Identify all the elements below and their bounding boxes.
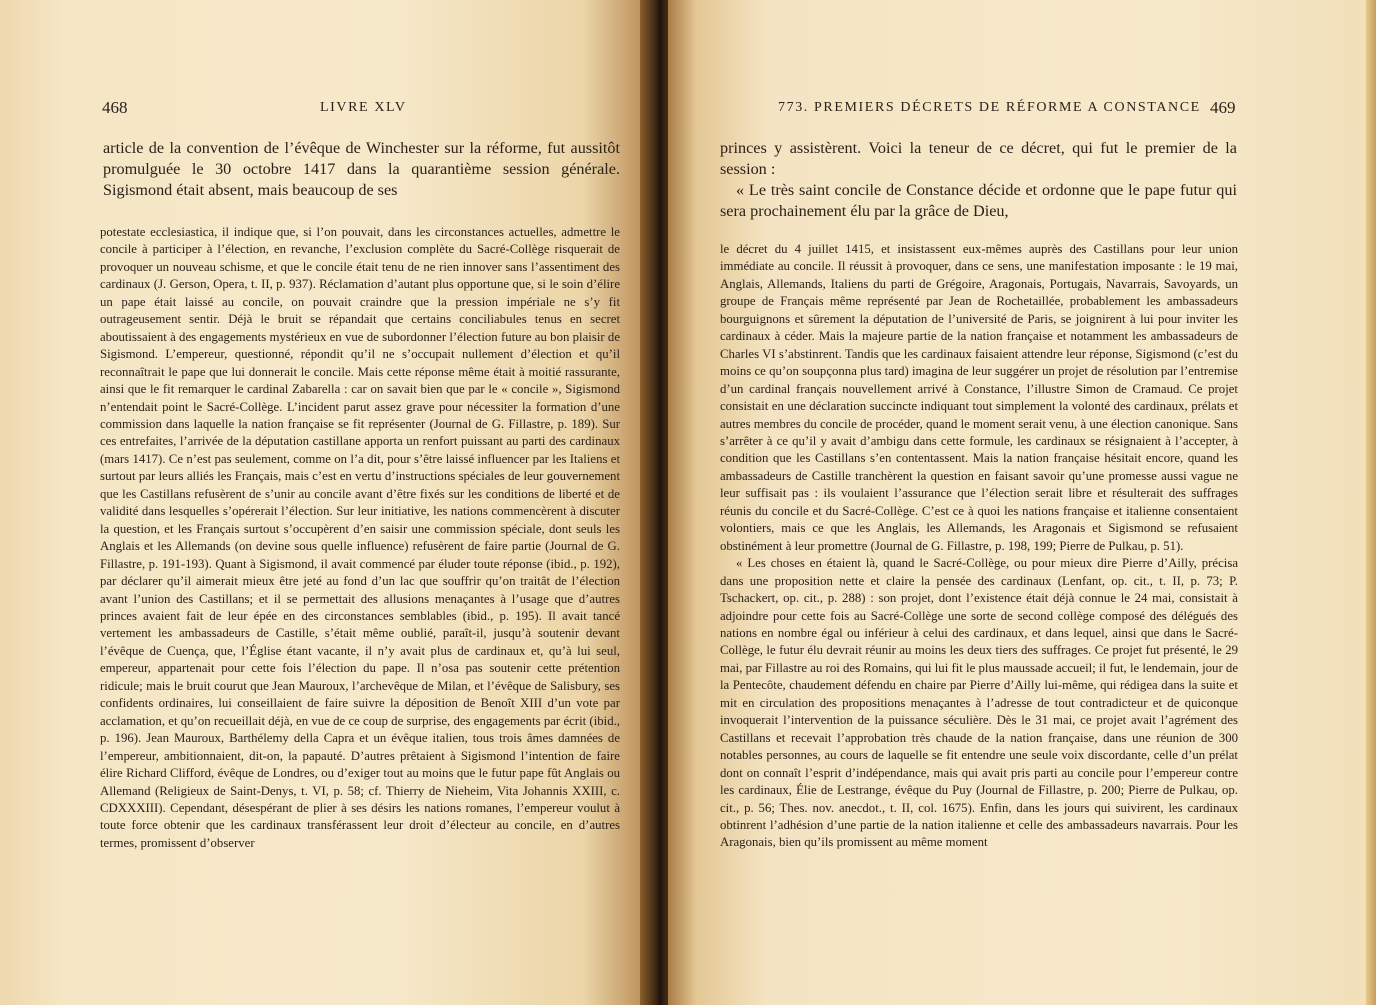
running-head-left: LIVRE XLV [320,100,407,115]
left-page [0,0,648,1005]
running-head-right: 773. PREMIERS DÉCRETS DE RÉFORME A CONSTANCE [778,100,1201,115]
main-text-left [103,138,620,201]
main-paragraph-quote: « Le très saint concile de Constance décide et ordonne que le pape futur qui sera prochainement élu par la grâce de Dieu, [720,181,1237,220]
right-page [668,0,1376,1005]
footnote-paragraph: le décret du 4 juillet 1415, et insistassent eux-mêmes auprès des Castillans pour leur union immédiate au concile. Il réussit à provoquer, dans ce sens, une manifestation imposante : le 19 mai, Anglais, Allemands, Italiens du parti de Grégoire, Aragonais, Portugais, Navarrais, Savoyards, un groupe de Français même représenté par Jean de Rochetaillée, probablement les ambassadeurs bourguignons et sûrement la députation de l’université de Paris, se joignirent à lui pour inviter les cardinaux à céder. Mais la majeure partie de la nation française et notamment les ambassadeurs de Charles VI s’abstinrent. Tandis que les cardinaux faisaient attendre leur réponse, Sigismond (c’est du moins ce qu’on soupçonna plus tard) imagina de leur suggérer un projet de résolution par l’entremise d’un cardinal français nouvellement arrivé à Constance, l’illustre Simon de Cramaud. Ce projet consistait en une déclaration succincte indiquant tout simplement la volonté des cardinaux, prélats et autres membres du concile de procéder, quand le moment serait venu, à une élection canonique. Sans s’arrêter à ce qu’il y avait d’ambigu dans cette formule, les cardinaux se résignaient à l’accepter, à condition que les Castillans s’en contentassent. Mais la nation française hésitait encore, quand les ambassadeurs de Castille tranchèrent la question en faisant savoir qu’une promesse aussi vague ne leur suffisait pas : ils voulaient l’assurance que l’élection serait libre et résulterait des suffrages réunis du concile et du Sacré-Collège. C’est ce à quoi les nations française et italienne consentaient volontiers, mais ce que les Anglais, les Allemands, les Aragonais et Sigismond se refusaient obstinément à leur promettre (Journal de G. Fillastre, p. 198, 199; Pierre de Pulkau, p. 51). [720,242,1238,553]
footnote-paragraph: « Les choses en étaient là, quand le Sacré-Collège, ou pour mieux dire Pierre d’Ailly, précisa dans une proposition nette et claire la pensée des cardinaux (Lenfant, op. cit., t. II, p. 73; P. Tschackert, op. cit., p. 288) : son projet, dont l’existence était déjà connue le 24 mai, consistait à adjoindre pour cette fois au Sacré-Collège une sorte de second collège composé des délégués des nations en nombre égal ou inférieur à celui des cardinaux, et dans lequel, ainsi que dans le Sacré-Collège, le futur élu devrait réunir au moins les deux tiers des suffrages. Ce projet fut présenté, le 29 mai, par Fillastre au roi des Romains, qui lui fit le plus maussade accueil; il fut, le lendemain, jour de la Pentecôte, chaudement défendu en chaire par Pierre d’Ailly lui-même, qui rédigea dans la suite et mit en circulation des propositions menaçantes à l’adresse de tout contradicteur et de quiconque invoquerait l’intervention de la puissance séculière. Dès le 31 mai, ce projet avait l’agrément des Castillans et recevait l’approbation très chaude de la nation française, dans une réunion de 300 notables personnes, au cours de laquelle se fit entendre une seule voix discordante, celle d’un prélat dont on connaît l’esprit d’indépendance, mais qui avait pris parti au concile pour l’empereur contre les cardinaux, Élie de Lestrange, évêque du Puy (Journal de Fillastre, p. 200; Pierre de Pulkau, op. cit., p. 56; Thes. nov. anecdot., t. II, col. 1675). Enfin, dans les jours qui suivirent, les cardinaux obtinrent l’adhésion d’une partie de la nation italienne et celle des ambassadeurs navarrais. Pour les Aragonais, bien qu’ils promissent au même moment [720,556,1238,850]
main-paragraph: princes y assistèrent. Voici la teneur de ce décret, qui fut le premier de la session : [720,139,1237,178]
footnote-paragraph: potestate ecclesiastica, il indique que, si l’on pouvait, dans les circonstances actuelles, admettre le concile à participer à l’élection, en revanche, l’exclusion complète du Sacré-Collège risquerait de provoquer un nouveau schisme, et que le concile était tenu de ne rien innover sans l’assentiment des cardinaux (J. Gerson, Opera, t. II, p. 937). Réclamation d’autant plus opportune que, si le soin d’élire un pape était laissé au concile, on pouvait craindre que la pression impériale ne s’y fit outrageusement sentir. Déjà le bruit se répandait que certains conciliabules tenus en secret aboutissaient à des engagements mystérieux en vue de subordonner l’élection future au bon plaisir de Sigismond. L’empereur, questionné, répondit qu’il ne s’occupait nullement d’élection et qu’il reconnaîtrait le pape que lui donnerait le concile. Mais cette réponse même était à moitié rassurante, ainsi que le fit remarquer le cardinal Zabarella : car on savait bien que par le « concile », Sigismond n’entendait point le Sacré-Collège. L’incident parut assez grave pour nécessiter la formation d’une commission dans laquelle la nation française se fit représenter (Journal de G. Fillastre, p. 189). Sur ces entrefaites, l’arrivée de la députation castillane apporta un renfort puissant au parti des cardinaux (mars 1417). Ce n’est pas seulement, comme on l’a dit, pour s’être laissé influencer par les Italiens et surtout par leurs alliés les Français, mais c’est en vertu d’instructions spéciales de leur gouvernement que les Castillans refusèrent de s’unir au concile avant d’être fixés sur les conditions de liberté et de validité dans lesquelles s’opérerait l’élection. Sur leur initiative, les nations commencèrent à discuter la question, et les Français surtout s’occupèrent d’en saisir une commission spéciale, dont seuls les Anglais et les Allemands (on devine sous quelle influence) refusèrent de faire partie (Journal de G. Fillastre, p. 191-193). Quant à Sigismond, il avait commencé par éluder toute réponse (ibid., p. 192), par déclarer qu’il aimerait mieux être jeté au fond d’un lac que souffrir qu’on traitât de l’élection avant l’union des Castillans; et il se permettait des allusions menaçantes à l’usage que d’autres princes avaient fait de leur épée en des circonstances semblables (ibid., p. 195). Il avait tancé vertement les ambassadeurs de Castille, s’était même oublié, paraît-il, jusqu’à soutenir devant l’évêque de Cuença, que, l’Église étant vacante, il n’y avait plus de cardinaux et, qu’à lui seul, empereur, appartenait pour cette fois l’élection du pape. Il n’osa pas soutenir cette prétention ridicule; mais le bruit courut que Jean Mauroux, l’archevêque de Milan, et l’évêque de Salisbury, ses confidents ordinaires, lui conseillaient de faire suivre la déposition de Benoît XIII d’un vote par acclamation, et qu’on recueillait déjà, en vue de ce coup de surprise, des engagements par écrit (ibid., p. 196). Jean Mauroux, Barthélemy della Capra et un évêque italien, tous trois âmes damnées de l’empereur, ambitionnaient, dit-on, la papauté. D’autres prêtaient à Sigismond l’intention de faire élire Richard Clifford, évêque de Londres, ou d’exiger tout au moins que le futur pape fût Anglais ou Allemand (Religieux de Saint-Denys, t. VI, p. 58; cf. Thierry de Nieheim, Vita Johannis XXIII, c. CDXXXIII). Cependant, désespérant de plier à ses désirs les nations romanes, l’empereur voulut à toute force obtenir que les cardinaux transférassent leur droit d’électeur au concile, en d’autres termes, promissent d’observer [100,225,620,850]
footnote-left [100,224,620,852]
main-paragraph: article de la convention de l’évêque de Winchester sur la réforme, fut aussitôt promulguée le 30 octobre 1417 dans la quarantième session générale. Sigismond était absent, mais beaucoup de ses [103,139,620,199]
page-number-right: 469 [1210,98,1236,117]
main-text-right [720,138,1237,222]
footnote-right [720,241,1238,852]
page-number-left: 468 [102,98,128,117]
page-edge [1366,0,1376,1005]
